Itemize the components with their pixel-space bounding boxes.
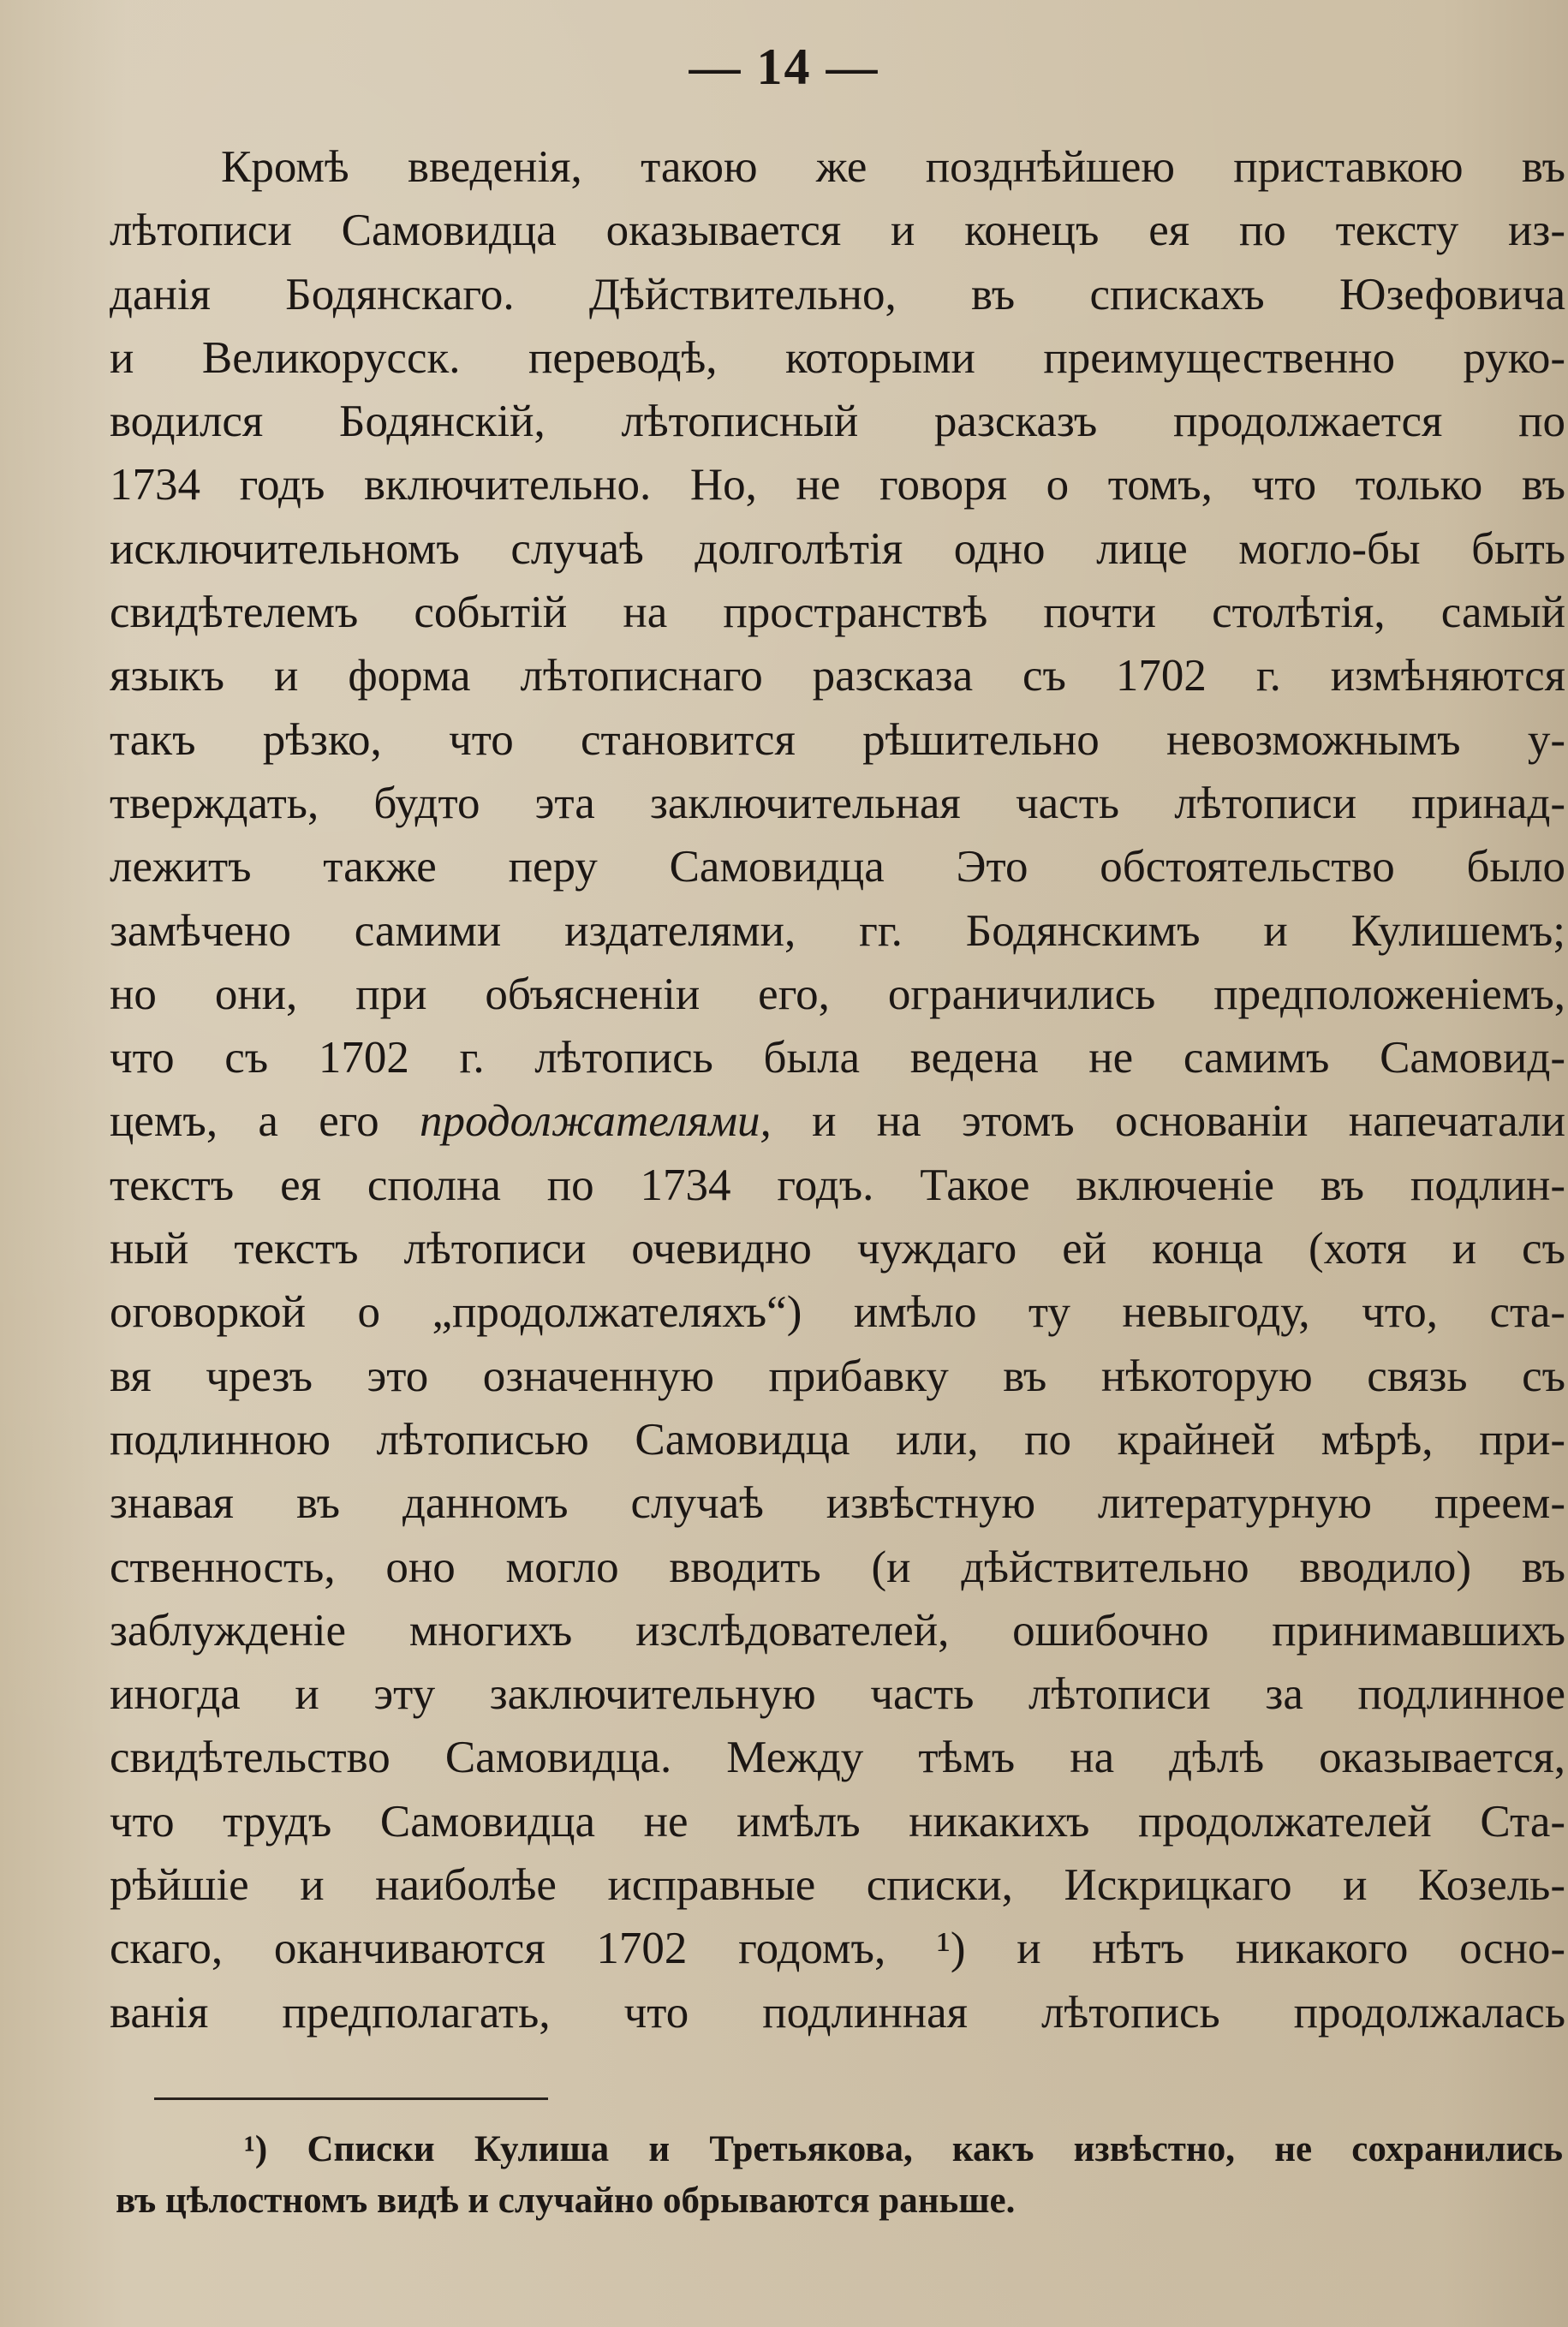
text-line: исключительномъ случаѣ долголѣтія одно лице могло-бы быть [110, 523, 1565, 574]
text-line: замѣчено самими издателями, гг. Бодянскимъ и Кулишемъ; [110, 905, 1565, 956]
text-line: оговоркой о „продолжателяхъ“) имѣло ту невыгоду, что, ста- [110, 1287, 1565, 1338]
footnote-line: въ цѣлостномъ видѣ и случайно обрываются раньше. [116, 2181, 1016, 2221]
text-line: Кромѣ введенія, такою же позднѣйшею приставкою въ [221, 142, 1565, 192]
text-line: что съ 1702 г. лѣтопись была ведена не самимъ Самовид- [110, 1033, 1565, 1083]
footnote [116, 2124, 1563, 2227]
text-line: иногда и эту заключительную часть лѣтописи за подлинное [110, 1669, 1565, 1720]
text-line: тверждать, будто эта заключительная часть лѣтописи принад- [110, 778, 1565, 828]
text-line: знавая въ данномъ случаѣ извѣстную литературную преем- [110, 1478, 1565, 1529]
footnote-line: ¹) Списки Кулиша и Третьякова, какъ извѣстно, не сохранились [244, 2129, 1563, 2169]
text-line: рѣйшіе и наиболѣе исправные списки, Искрицкаго и Козель- [110, 1860, 1565, 1911]
text-line: вя чрезъ это означенную прибавку въ нѣкоторую связь съ [110, 1351, 1565, 1401]
text-run: и на этомъ основаніи напечатали [771, 1096, 1565, 1147]
text-line: ственность, оно могло вводить (и дѣйствительно вводило) въ [110, 1542, 1565, 1592]
text-line: но они, при объясненіи его, ограничились предположеніемъ, [110, 969, 1565, 1019]
text-line: лѣтописи Самовидца оказывается и конецъ ея по тексту из- [110, 206, 1565, 256]
text-line: что трудъ Самовидца не имѣлъ никакихъ продолжателей Ста- [110, 1796, 1565, 1847]
text-line: текстъ ея сполна по 1734 годъ. Такое включеніе въ подлин- [110, 1160, 1565, 1210]
text-line: свидѣтелемъ событій на пространствѣ почти столѣтія, самый [110, 588, 1565, 638]
text-line: свидѣтельство Самовидца. Между тѣмъ на дѣлѣ оказывается, [110, 1733, 1565, 1783]
main-paragraph [110, 135, 1565, 2044]
text-line: скаго, оканчиваются 1702 годомъ, ¹) и нѣтъ никакого осно- [110, 1924, 1565, 1974]
text-line: и Великорусск. переводѣ, которыми преимущественно руко- [110, 332, 1565, 383]
text-run: цемъ, а его [110, 1096, 420, 1147]
text-line: заблужденіе многихъ изслѣдователей, ошибочно принимавшихъ [110, 1605, 1565, 1656]
text-line: водился Бодянскій, лѣтописный разсказъ продолжается по [110, 397, 1565, 447]
text-line-with-emphasis [110, 1089, 1565, 1153]
text-line: лежитъ также перу Самовидца Это обстоятельство было [110, 842, 1565, 892]
text-line: языкъ и форма лѣтописнаго разсказа съ 1702 г. измѣняются [110, 651, 1565, 701]
text-line: такъ рѣзко, что становится рѣшительно невозможнымъ у- [110, 714, 1565, 765]
italic-emphasis: продолжателями, [420, 1096, 772, 1147]
text-line: ный текстъ лѣтописи очевидно чуждаго ей конца (хотя и съ [110, 1224, 1565, 1274]
text-line: подлинною лѣтописью Самовидца или, по крайней мѣрѣ, при- [110, 1414, 1565, 1465]
page-number: — 14 — [689, 39, 879, 95]
footnote-divider [154, 2097, 548, 2100]
text-line: 1734 годъ включительно. Но, не говоря о томъ, что только въ [110, 460, 1565, 510]
text-line: ванія предполагать, что подлинная лѣтопись продолжалась [110, 1987, 1565, 2038]
text-line: данія Бодянскаго. Дѣйствительно, въ спискахъ Юзефовича [110, 269, 1565, 319]
